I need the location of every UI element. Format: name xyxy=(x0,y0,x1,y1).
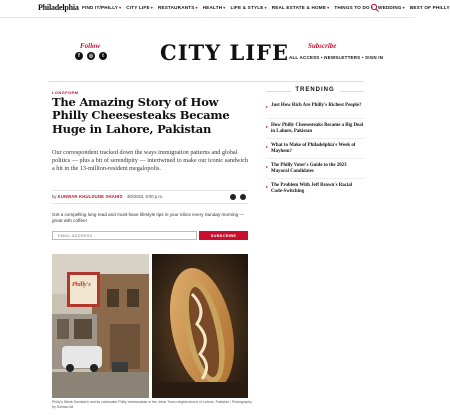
photo-caption: Philly's Steak Sandwich and its namesake Philly cheesesteak in the Johar Town neighborhood of Lahore, Pakistan / Photography by Sulman Ali xyxy=(52,400,252,409)
storefront-photo xyxy=(52,254,149,398)
cheesesteak-photo xyxy=(152,254,248,398)
bullet-icon: ▸ xyxy=(266,144,269,149)
article-title: The Amazing Story of How Philly Cheesesteaks Became Huge in Lahore, Pakistan xyxy=(52,95,230,136)
nav-item-things-to-do[interactable]: THINGS TO DO▾ xyxy=(334,5,374,10)
twitter-icon[interactable]: t xyxy=(99,52,107,60)
publish-date: 4/6/2023, 9:00 p.m. xyxy=(126,194,163,199)
chevron-down-icon: ▾ xyxy=(327,5,330,10)
section-brand-title: CITY LIFE xyxy=(160,40,289,65)
subscribe-button[interactable]: SUBSCRIBE xyxy=(199,231,248,240)
nav-item-health[interactable]: HEALTH▾ xyxy=(202,5,226,10)
nav-item-city-life[interactable]: CITY LIFE▾ xyxy=(126,5,153,10)
nav-item-life-style[interactable]: LIFE & STYLE▾ xyxy=(230,5,267,10)
byline-divider-bottom xyxy=(52,203,248,204)
header-divider xyxy=(48,81,364,82)
article-dek: Our correspondent tracked down the ways immigration patterns and global politics — plus a bit of serendipity — intertwined to make our iconic sandwich a hit in the 13-million-resident megalopolis. xyxy=(52,149,249,173)
account-links[interactable]: ALL ACCESS • NEWSLETTERS • SIGN IN xyxy=(289,55,384,60)
bullet-icon: ▸ xyxy=(266,104,269,109)
cheesesteak-illustration xyxy=(152,254,248,398)
subscribe-link[interactable]: Subscribe xyxy=(308,42,337,50)
follow-label: Follow xyxy=(80,42,101,50)
byline-divider xyxy=(52,190,248,191)
byline xyxy=(52,194,163,199)
chevron-down-icon: ▾ xyxy=(119,5,122,10)
chevron-down-icon: ▾ xyxy=(195,5,198,10)
twitter-share-icon[interactable] xyxy=(240,194,246,200)
chevron-down-icon: ▾ xyxy=(150,5,153,10)
facebook-icon[interactable]: f xyxy=(75,52,83,60)
trending-heading: TRENDING xyxy=(266,87,364,93)
newsletter-promo: Get a compelling long read and must-have lifestyle tips in your inbox every Sunday morning — great with coffee! xyxy=(52,212,245,224)
bullet-icon: ▸ xyxy=(266,184,269,189)
nav-item-wedding[interactable]: WEDDING▾ xyxy=(378,5,405,10)
nav-item-best-of-philly[interactable]: BEST OF PHILLY xyxy=(409,5,450,10)
article-kicker[interactable]: LONGFORM xyxy=(52,90,79,95)
email-input[interactable] xyxy=(52,231,197,240)
bullet-icon: ▸ xyxy=(266,164,269,169)
top-nav-bar xyxy=(0,0,450,18)
storefront-sign-text: Philly's xyxy=(72,282,91,288)
chevron-down-icon: ▾ xyxy=(223,5,226,10)
chevron-down-icon: ▾ xyxy=(264,5,267,10)
chevron-down-icon: ▾ xyxy=(370,5,374,10)
bullet-icon: ▸ xyxy=(266,124,269,129)
instagram-icon[interactable]: ◎ xyxy=(88,53,94,59)
chevron-down-icon: ▾ xyxy=(402,5,405,10)
storefront-illustration xyxy=(52,254,149,398)
nav-item-real-estate-home[interactable]: REAL ESTATE & HOME▾ xyxy=(271,5,330,10)
nav-item-restaurants[interactable]: RESTAURANTS▾ xyxy=(157,5,198,10)
nav-menu xyxy=(82,5,450,10)
site-logo[interactable]: Philadelphia xyxy=(38,3,79,12)
byline-prefix: by xyxy=(52,194,57,199)
search-icon[interactable] xyxy=(370,3,380,13)
nav-item-find-it-philly[interactable]: FIND IT/PHILLY▾ xyxy=(82,5,122,10)
facebook-share-icon[interactable] xyxy=(230,194,236,200)
author-link[interactable]: KUNWAR KHULDUNE SHAHID xyxy=(57,194,123,199)
